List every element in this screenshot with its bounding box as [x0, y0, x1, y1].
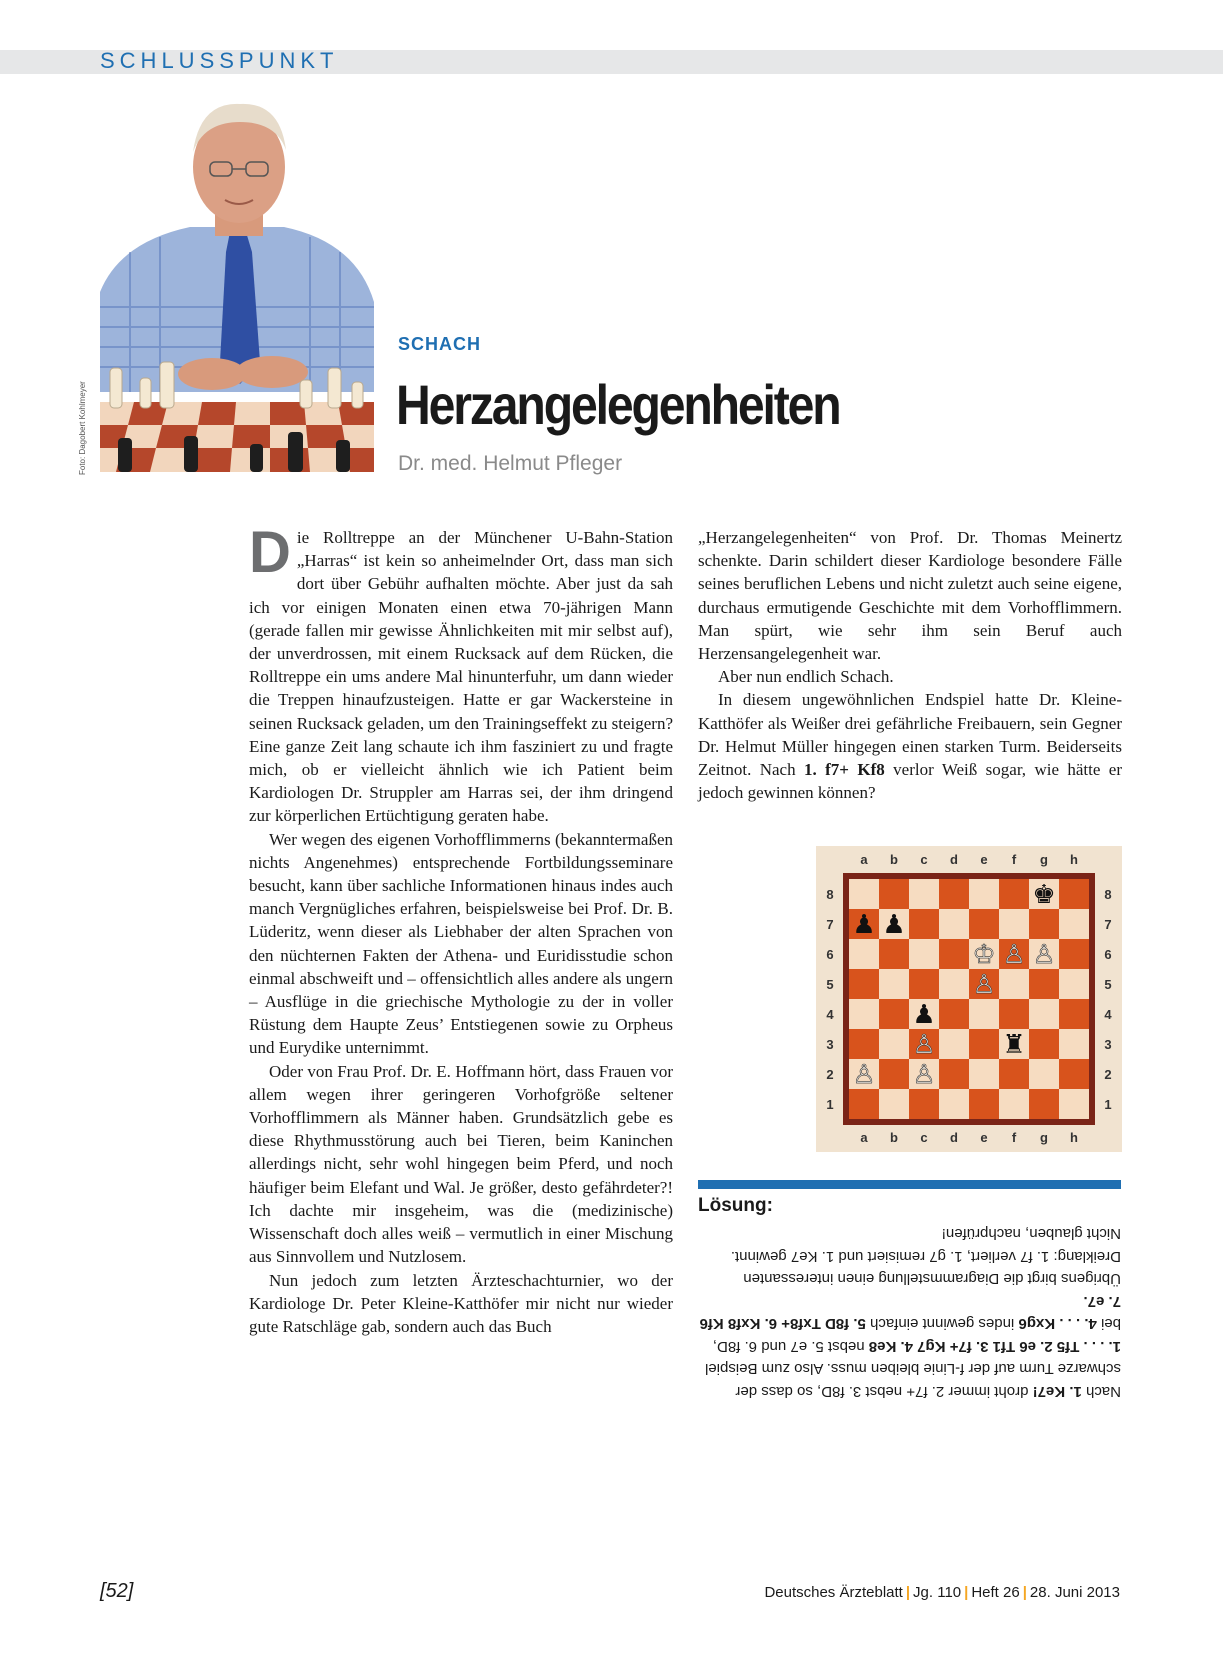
rank-label: 8 [1104, 887, 1112, 902]
rank-label: 6 [826, 947, 834, 962]
board-square [879, 1059, 909, 1089]
board-square [1029, 1059, 1059, 1089]
rank-label: 4 [1104, 1007, 1112, 1022]
board-square [939, 939, 969, 969]
paragraph-7 [698, 688, 1122, 804]
board-square [849, 999, 879, 1029]
board-square [939, 1089, 969, 1119]
footer-source: Deutsches Ärzteblatt | Jg. 110 | Heft 26 | 28. Juni 2013 [764, 1584, 1120, 1601]
rank-label: 2 [826, 1067, 834, 1082]
board-square [909, 939, 939, 969]
paragraph-5: „Herzangelegenheiten“ von Prof. Dr. Thomas Meinertz schenkte. Darin schildert dieser Kardiologe besondere Fälle seines beruflichen Lebens und nicht zuletzt auch seine eigene, durchaus ermutigende Geschichte mit dem Vorhofflimmern. Man spürt, wie sehr ihm sein Beruf auch Herzensangelegenheit war. [698, 528, 1122, 664]
board-square [969, 1059, 999, 1089]
file-label: f [1011, 1130, 1017, 1145]
board-square [879, 1029, 909, 1059]
chess-piece-c3: ♙ [912, 1030, 936, 1060]
board-square [909, 969, 939, 999]
section-label: SCHLUSSPUNKT [100, 48, 339, 73]
board-square [909, 1089, 939, 1119]
rank-label: 4 [826, 1007, 834, 1022]
board-square [1029, 1029, 1059, 1059]
board-square [909, 909, 939, 939]
board-square [1059, 1029, 1089, 1059]
journal-name: Deutsches Ärzteblatt [764, 1584, 903, 1601]
board-square [939, 999, 969, 1029]
solution-paragraph-3: Nicht glauben, nachprüfen! [941, 1225, 1121, 1243]
photo-credit: Foto: Dagobert Kohlmeyer [78, 381, 87, 475]
board-square [969, 1029, 999, 1059]
file-label: f [1011, 852, 1017, 867]
chess-diagram [816, 846, 1122, 1152]
board-square [879, 939, 909, 969]
board-square [969, 879, 999, 909]
board-square [849, 969, 879, 999]
paragraph-2: Wer wegen des eigenen Vorhofflimmerns (bekanntermaßen nichts Angenehmes) entsprechende Fortbildungsseminare besucht, kann über sachliche Informationen hinaus indes auch manch Vergnügliches erfahren, beispielsweise bei Prof. Dr. B. Lüderitz, wenn dieser als Liebhaber der alten Sprachen von den nüchternen Fakten der Athena- und Euridisstudie schon einmal abschweift und – offensichtlich alles andere als ungern – Ausflüge in die griechische Mythologie zu der in voller Rüstung dem Haupte Zeus’ Entstiegenen sowie zu Orpheus und Eurydike unternimmt. [249, 829, 673, 1058]
solution-move: 1. . . . Tf5 2. e6 Tf1 3. f7+ Kg7 4. Ke8 [868, 1338, 1121, 1355]
board-square [849, 879, 879, 909]
rank-label: 1 [826, 1097, 834, 1112]
board-square [849, 1089, 879, 1119]
solution-move: 1. Ke7! [1032, 1383, 1082, 1400]
board-square [939, 1059, 969, 1089]
chess-piece-e5: ♙ [972, 970, 996, 1000]
board-square [879, 879, 909, 909]
board-square [999, 1059, 1029, 1089]
solution-move: 4. . . . Kxg6 [1018, 1315, 1097, 1333]
solution-move: 5. f8D Txf8+ 6. Kxf8 Kf6 7. e7. [699, 1293, 1121, 1333]
chess-piece-e6: ♔ [972, 940, 996, 970]
rank-label: 5 [1104, 977, 1112, 992]
board-square [879, 999, 909, 1029]
board-square [939, 909, 969, 939]
article-kicker: SCHACH [398, 334, 482, 354]
board-square [1059, 909, 1089, 939]
chess-piece-g8: ♚ [1032, 880, 1056, 910]
file-label: g [1040, 852, 1048, 867]
rank-label: 5 [826, 977, 834, 992]
board-square [879, 969, 909, 999]
board-square [849, 1029, 879, 1059]
rank-label: 7 [1104, 917, 1112, 932]
article-column-left [249, 520, 673, 1338]
paragraph-1-text: ie Rolltreppe an der Münchener U-Bahn-Station „Harras“ ist kein so anheimelnder Ort, dass man sich dort über Gebühr aufhalten möchte. Aber just da sah ich vor einigen Monaten einen etwa 70-jährigen Mann (gerade fallen mir gewisse Ähnlichkeiten mit mir selbst auf), der unverdrossen, mit einem Rucksack auf dem Rücken, die Rolltreppe ein ums andere Mal hinunterfuhr, um dann wieder die Treppen hinaufzusteigen. Hatte er gar Wackersteine in seinen Rucksack geladen, um den Trainingseffekt zu steigern? Eine ganze Zeit lang schaute ich ihm fasziniert zu und fragte mich, ob er vielleicht ähnlich wie ich Patient beim Kardiologen Dr. Struppler am Harras sei, der ihm dringend zur körperlichen Ertüchtigung geraten habe. [249, 528, 673, 826]
board-square [939, 1029, 969, 1059]
page-number: [52] [100, 1580, 134, 1602]
rank-label: 7 [826, 917, 834, 932]
chess-piece-a7: ♟ [852, 910, 876, 940]
board-square [999, 969, 1029, 999]
board-square [999, 1089, 1029, 1119]
file-label: a [860, 1130, 868, 1145]
paragraph-6: Aber nun endlich Schach. [718, 667, 894, 687]
chess-piece-g6: ♙ [1032, 940, 1056, 970]
chess-piece-b7: ♟ [882, 910, 906, 940]
drop-cap: D [249, 520, 291, 585]
board-square [999, 879, 1029, 909]
board-square [879, 1089, 909, 1119]
board-square [1059, 1059, 1089, 1089]
board-square [1059, 999, 1089, 1029]
board-square [999, 909, 1029, 939]
file-label: d [950, 852, 958, 867]
chess-piece-f3: ♜ [1002, 1030, 1026, 1060]
rank-label: 3 [826, 1037, 834, 1052]
file-label: c [920, 852, 928, 867]
rank-label: 2 [1104, 1067, 1112, 1082]
solution-title: Lösung: [698, 1195, 773, 1216]
board-square [1059, 1089, 1089, 1119]
board-square [1059, 939, 1089, 969]
solution-bar [698, 1180, 1121, 1189]
author-portrait [100, 92, 374, 472]
chess-piece-c2: ♙ [912, 1060, 936, 1090]
rank-label: 6 [1104, 947, 1112, 962]
file-label: e [980, 1130, 988, 1145]
file-label: c [920, 1130, 928, 1145]
board-square [1059, 879, 1089, 909]
file-label: e [980, 852, 988, 867]
paragraph-7-moves: 1. f7+ Kf8 [804, 760, 885, 780]
file-label: b [890, 1130, 898, 1145]
file-label: b [890, 852, 898, 867]
rank-label: 1 [1104, 1097, 1112, 1112]
chess-piece-f6: ♙ [1002, 940, 1026, 970]
board-square [939, 879, 969, 909]
paragraph-3: Oder von Frau Prof. Dr. E. Hoffmann hört, dass Frauen vor allem wegen ihrer geringeren Vorhofgröße seltener Vorhofflimmern als Männer haben. Grundsätzlich gebe es diese Rhythmusstörung auch bei Tieren, beim Kaninchen allerdings nicht, sehr wohl hingegen beim Pferd, und noch häufiger beim Elefant und Wal. Je größer, desto gefährdeter?! Ich dachte mir insgeheim, was die (medizinische) Wissenschaft doch alles weiß – vermutlich in einer Mischung aus Sinnvollem und Nutzlosem. [249, 1061, 673, 1267]
paragraph-7-text-b: verlor Weiß sogar, wie hätte er jedoch gewinnen können? [698, 760, 1123, 803]
journal-date: 28. Juni 2013 [1029, 1584, 1120, 1601]
solution-paragraph-2: Übrigens birgt die Diagrammstellung einen interessanten Dreiklang: 1. f7 verliert, 1. g7 remisiert und 1. Ke7 gewinnt. [730, 1248, 1121, 1288]
board-square [1029, 1089, 1059, 1119]
file-label: d [950, 1130, 958, 1145]
paragraph-1 [249, 520, 673, 828]
rank-label: 3 [1104, 1037, 1112, 1052]
solution-text-upside-down [698, 1222, 1121, 1402]
file-label: h [1070, 1130, 1078, 1145]
board-square [969, 999, 999, 1029]
solution-text: nebst 5. e7 und 6. f8D, bei [712, 1315, 1121, 1355]
solution-text: Nach [1081, 1383, 1121, 1400]
chess-piece-a2: ♙ [852, 1060, 876, 1090]
board-square [909, 879, 939, 909]
board-square [939, 969, 969, 999]
article-column-right [698, 526, 1122, 804]
board-square [849, 939, 879, 969]
paragraph-4: Nun jedoch zum letzten Ärzteschachturnier, wo der Kardiologe Dr. Peter Kleine-Katthöfer mir nicht nur wieder gute Ratschläge gab, sondern auch das Buch [249, 1270, 673, 1336]
rank-label: 8 [826, 887, 834, 902]
article-title: Herzangelegenheiten [396, 373, 840, 436]
board-square [969, 909, 999, 939]
file-label: g [1040, 1130, 1048, 1145]
article-author: Dr. med. Helmut Pfleger [398, 452, 623, 475]
journal-volume: Jg. 110 [913, 1584, 962, 1601]
board-square [1029, 969, 1059, 999]
board-square [1029, 999, 1059, 1029]
chess-piece-c4: ♟ [912, 1000, 936, 1030]
board-square [969, 1089, 999, 1119]
board-square [999, 999, 1029, 1029]
board-square [1059, 969, 1089, 999]
journal-issue: Heft 26 [971, 1584, 1020, 1601]
paragraph-7-text-a: In diesem ungewöhnlichen Endspiel hatte Dr. Kleine-Katthöfer als Weißer drei gefährliche Freibauern, sein Gegner Dr. Helmut Müller hingegen einen starken Turm. Beiderseits Zeitnot. Nach [698, 690, 1122, 780]
file-label: h [1070, 852, 1078, 867]
file-label: a [860, 852, 868, 867]
solution-text: droht immer 2. f7+ nebst 3. f8D, so dass der schwarze Turm auf der f-Linie bleiben muss. Also zum Beispiel [704, 1360, 1121, 1400]
solution-paragraph-1 [698, 1290, 1121, 1403]
board-square [1029, 909, 1059, 939]
solution-text: indes gewinnt einfach [865, 1315, 1019, 1333]
